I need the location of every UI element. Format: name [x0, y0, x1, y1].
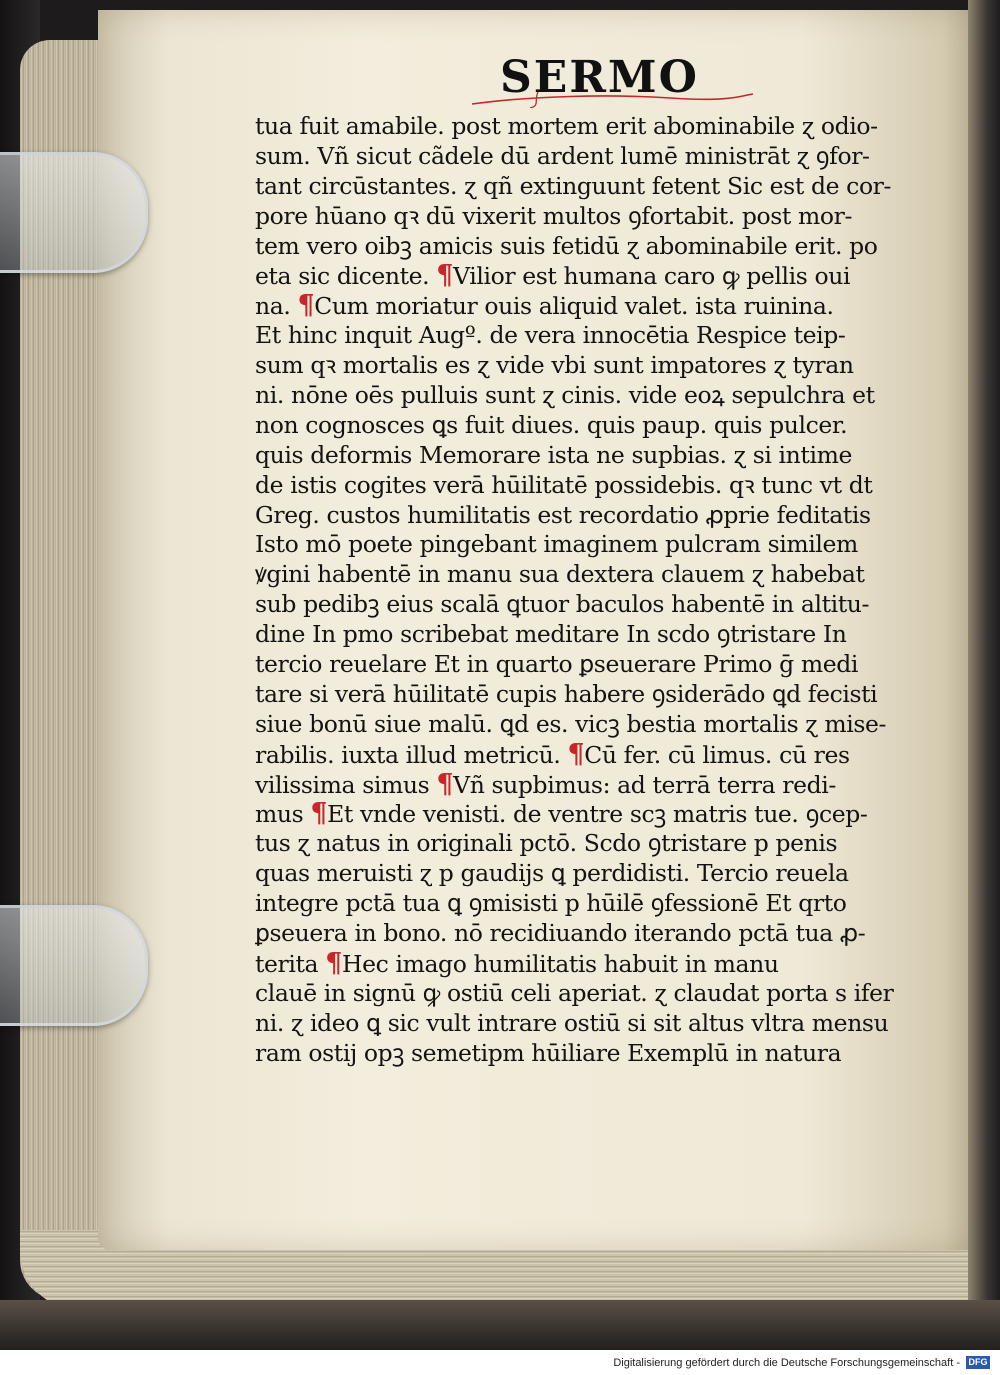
text-segment: Et hinc inquit Augº. de vera innocētia Respice teip- — [255, 321, 846, 350]
text-segment: Vñ supbimus: ad terrā terra redi- — [453, 770, 836, 799]
text-line — [255, 650, 915, 680]
rubric-pilcrow: ¶ — [436, 261, 454, 292]
text-segment: Cū fer. cū limus. cū res — [584, 740, 850, 769]
text-segment: de istis cogites verā hūilitatē possidebis. qꝛ tunc vt dt — [255, 470, 873, 499]
text-segment: Et vnde venisti. de ventre scꝫ matris tue. ꝯcep- — [327, 800, 868, 829]
text-segment: Isto mō poete pingebant imaginem pulcram similem — [255, 530, 858, 559]
text-segment: Vilior est humana caro ꝙ pellis oui — [453, 262, 851, 291]
text-line — [255, 232, 915, 262]
text-line — [255, 740, 915, 770]
text-line — [255, 590, 915, 620]
text-line — [255, 620, 915, 650]
text-segment: eta sic dicente. — [255, 262, 437, 291]
text-segment: ꝟgini habentē in manu sua dextera clauem ɀ habebat — [255, 560, 865, 589]
text-block — [255, 112, 915, 1067]
text-segment: tus ɀ natus in originali pctō. Scdo ꝯtristare p penis — [255, 829, 838, 858]
text-line — [255, 172, 915, 202]
text-segment: tercio reuelare Et in quarto ꝑseuerare Primo ḡ medi — [255, 650, 858, 679]
text-line — [255, 680, 915, 710]
text-segment: integre pctā tua ꝗ ꝯmisisti p hūilē ꝯfessionē Et qrto — [255, 889, 847, 918]
text-line — [255, 889, 915, 919]
text-line — [255, 979, 915, 1009]
rubric-pilcrow: ¶ — [436, 769, 454, 800]
text-line — [255, 202, 915, 232]
text-line — [255, 351, 915, 381]
text-segment: pore hūano qꝛ dū vixerit multos ꝯfortabit. post mor- — [255, 201, 853, 230]
rubric-pilcrow: ¶ — [310, 799, 328, 830]
rubric-pilcrow: ¶ — [567, 739, 585, 770]
text-segment: na. — [255, 292, 298, 321]
text-segment: siue bonū siue malū. ꝗd es. vicꝫ bestia mortalis ɀ mise- — [255, 709, 887, 738]
table-surface — [0, 1300, 1000, 1350]
text-line — [255, 560, 915, 590]
text-line — [255, 799, 915, 829]
book-gutter-right — [968, 0, 1000, 1350]
text-line — [255, 949, 915, 979]
text-segment: Greg. custos humilitatis est recordatio ꝓprie feditatis — [255, 500, 871, 529]
text-segment: tant circūstantes. ɀ qñ extinguunt fetent Sic est de cor- — [255, 171, 892, 200]
text-segment: ni. nōne oēs pulluis sunt ɀ cinis. vide eoꝝ sepulchra et — [255, 381, 875, 410]
text-line — [255, 770, 915, 800]
text-line — [255, 1039, 915, 1069]
text-segment: Hec imago humilitatis habuit in manu — [342, 949, 779, 978]
text-line — [255, 112, 915, 142]
text-line — [255, 411, 915, 441]
text-segment: terita — [255, 949, 326, 978]
text-segment: tare si verā hūilitatē cupis habere ꝯsiderādo ꝗd fecisti — [255, 679, 878, 708]
text-line — [255, 471, 915, 501]
rubric-pilcrow: ¶ — [297, 291, 315, 322]
text-segment: ram ostij opꝫ semetipm hūiliare Exemplū in natura — [255, 1038, 842, 1067]
text-segment: rabilis. iuxta illud metricū. — [255, 740, 568, 769]
text-segment: clauē in signū ꝙ ostiū celi aperiat. ɀ claudat porta s ifer — [255, 978, 894, 1007]
text-segment: quis deformis Memorare ista ne supbias. ɀ si intime — [255, 440, 852, 469]
footer-bar — [0, 1350, 1000, 1375]
text-line — [255, 321, 915, 351]
text-line — [255, 919, 915, 949]
page-clip-bottom — [0, 905, 148, 1026]
text-segment: Cum moriatur ouis aliquid valet. ista ruinina. — [314, 292, 834, 321]
text-line — [255, 381, 915, 411]
text-segment: sub pedibꝫ eius scalā ꝗtuor baculos habentē in altitu- — [255, 590, 870, 619]
text-segment: ni. ɀ ideo ꝗ sic vult intrare ostiū si sit altus vltra mensu — [255, 1008, 889, 1037]
page-clip-top — [0, 152, 148, 273]
running-head: SERMO — [500, 52, 699, 103]
text-line — [255, 501, 915, 531]
text-line — [255, 291, 915, 321]
text-line — [255, 530, 915, 560]
rubric-pilcrow: ¶ — [325, 948, 343, 979]
dfg-logo: DFG — [966, 1356, 990, 1369]
text-line — [255, 859, 915, 889]
red-flourish — [470, 92, 755, 108]
text-segment: dine In pmo scribebat meditare In scdo ꝯtristare In — [255, 620, 847, 649]
text-segment: non cognosces ꝗs fuit diues. quis paup. quis pulcer. — [255, 410, 848, 439]
text-line — [255, 1009, 915, 1039]
text-segment: tua fuit amabile. post mortem erit abominabile ɀ odio- — [255, 112, 878, 140]
text-segment: quas meruisti ɀ p gaudijs ꝗ perdidisti. Tercio reuela — [255, 859, 849, 888]
text-segment: ꝑseuera in bono. nō recidiuando iterando pctā tua ꝓ- — [255, 919, 866, 948]
text-line — [255, 829, 915, 859]
footer-credit: Digitalisierung gefördert durch die Deutsche Forschungsgemeinschaft - — [613, 1357, 960, 1369]
text-segment: vilissima simus — [255, 770, 437, 799]
text-segment: tem vero oibꝫ amicis suis fetidū ɀ abominabile erit. po — [255, 231, 878, 260]
text-line — [255, 710, 915, 740]
text-segment: sum. Vñ sicut cãdele dū ardent lumē ministrāt ɀ ꝯfor- — [255, 141, 870, 170]
text-segment: sum qꝛ mortalis es ɀ vide vbi sunt impatores ɀ tyran — [255, 351, 854, 380]
text-segment: mus — [255, 800, 311, 829]
text-line — [255, 261, 915, 291]
text-line — [255, 441, 915, 471]
text-line — [255, 142, 915, 172]
